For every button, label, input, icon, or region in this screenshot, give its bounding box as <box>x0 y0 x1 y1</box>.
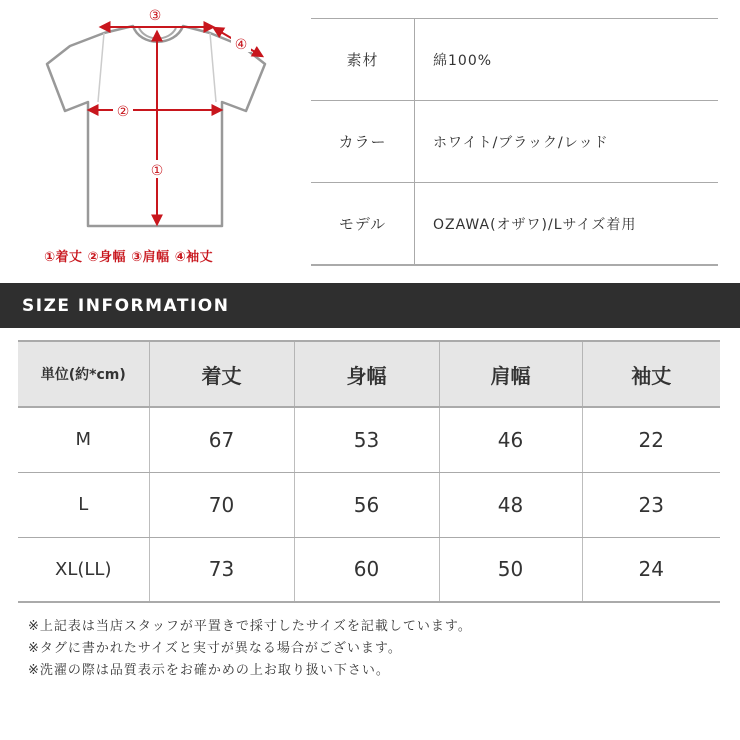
size-table <box>18 340 720 603</box>
table-cell: 70 <box>149 472 294 537</box>
table-cell: 23 <box>582 472 720 537</box>
spec-row-model <box>311 183 718 266</box>
note-line: ※洗濯の際は品質表示をお確かめの上お取り扱い下さい。 <box>28 663 390 678</box>
spec-table <box>311 18 718 266</box>
table-cell: 24 <box>582 537 720 602</box>
table-row <box>18 407 720 472</box>
svg-text:③: ③ <box>148 8 162 24</box>
spec-row-material <box>311 19 718 101</box>
size-label: XL(LL) <box>18 537 149 602</box>
table-cell: 46 <box>439 407 582 472</box>
spec-label: カラー <box>311 101 415 182</box>
marker-body-width <box>113 101 133 120</box>
size-information-banner <box>0 283 740 328</box>
header-shoulder: 肩幅 <box>439 341 582 407</box>
banner-title: SIZE INFORMATION <box>22 295 230 316</box>
spec-row-color <box>311 101 718 183</box>
header-unit: 単位(約*cm) <box>18 341 149 407</box>
marker-sleeve <box>231 34 251 53</box>
note-line: ※上記表は当店スタッフが平置きで採寸したサイズを記載しています。 <box>28 619 472 634</box>
size-label: L <box>18 472 149 537</box>
svg-text:②: ② <box>116 104 130 120</box>
spec-value: ホワイト/ブラック/レッド <box>433 134 609 151</box>
svg-text:④: ④ <box>234 37 248 53</box>
table-cell: 48 <box>439 472 582 537</box>
table-cell: 73 <box>149 537 294 602</box>
spec-label: モデル <box>311 183 415 264</box>
notes <box>28 616 728 682</box>
header-body-width: 身幅 <box>294 341 439 407</box>
tshirt-measurement-diagram <box>0 0 300 280</box>
table-cell: 56 <box>294 472 439 537</box>
spec-label: 素材 <box>311 19 415 100</box>
table-cell: 60 <box>294 537 439 602</box>
table-row <box>18 472 720 537</box>
header-length: 着丈 <box>149 341 294 407</box>
size-label: M <box>18 407 149 472</box>
spec-value: OZAWA(オザワ)/Lサイズ着用 <box>433 216 637 233</box>
table-row <box>18 537 720 602</box>
table-cell: 22 <box>582 407 720 472</box>
table-cell: 67 <box>149 407 294 472</box>
header-sleeve: 袖丈 <box>582 341 720 407</box>
size-table-header-row <box>18 341 720 407</box>
spec-value: 綿100% <box>433 52 493 69</box>
marker-shoulder <box>145 5 165 24</box>
note-line: ※タグに書かれたサイズと実寸が異なる場合がございます。 <box>28 641 402 656</box>
marker-body-length <box>147 160 167 179</box>
table-cell: 53 <box>294 407 439 472</box>
table-cell: 50 <box>439 537 582 602</box>
svg-text:①: ① <box>150 163 164 179</box>
measurement-legend: ①着丈 ②身幅 ③肩幅 ④袖丈 <box>44 250 214 265</box>
